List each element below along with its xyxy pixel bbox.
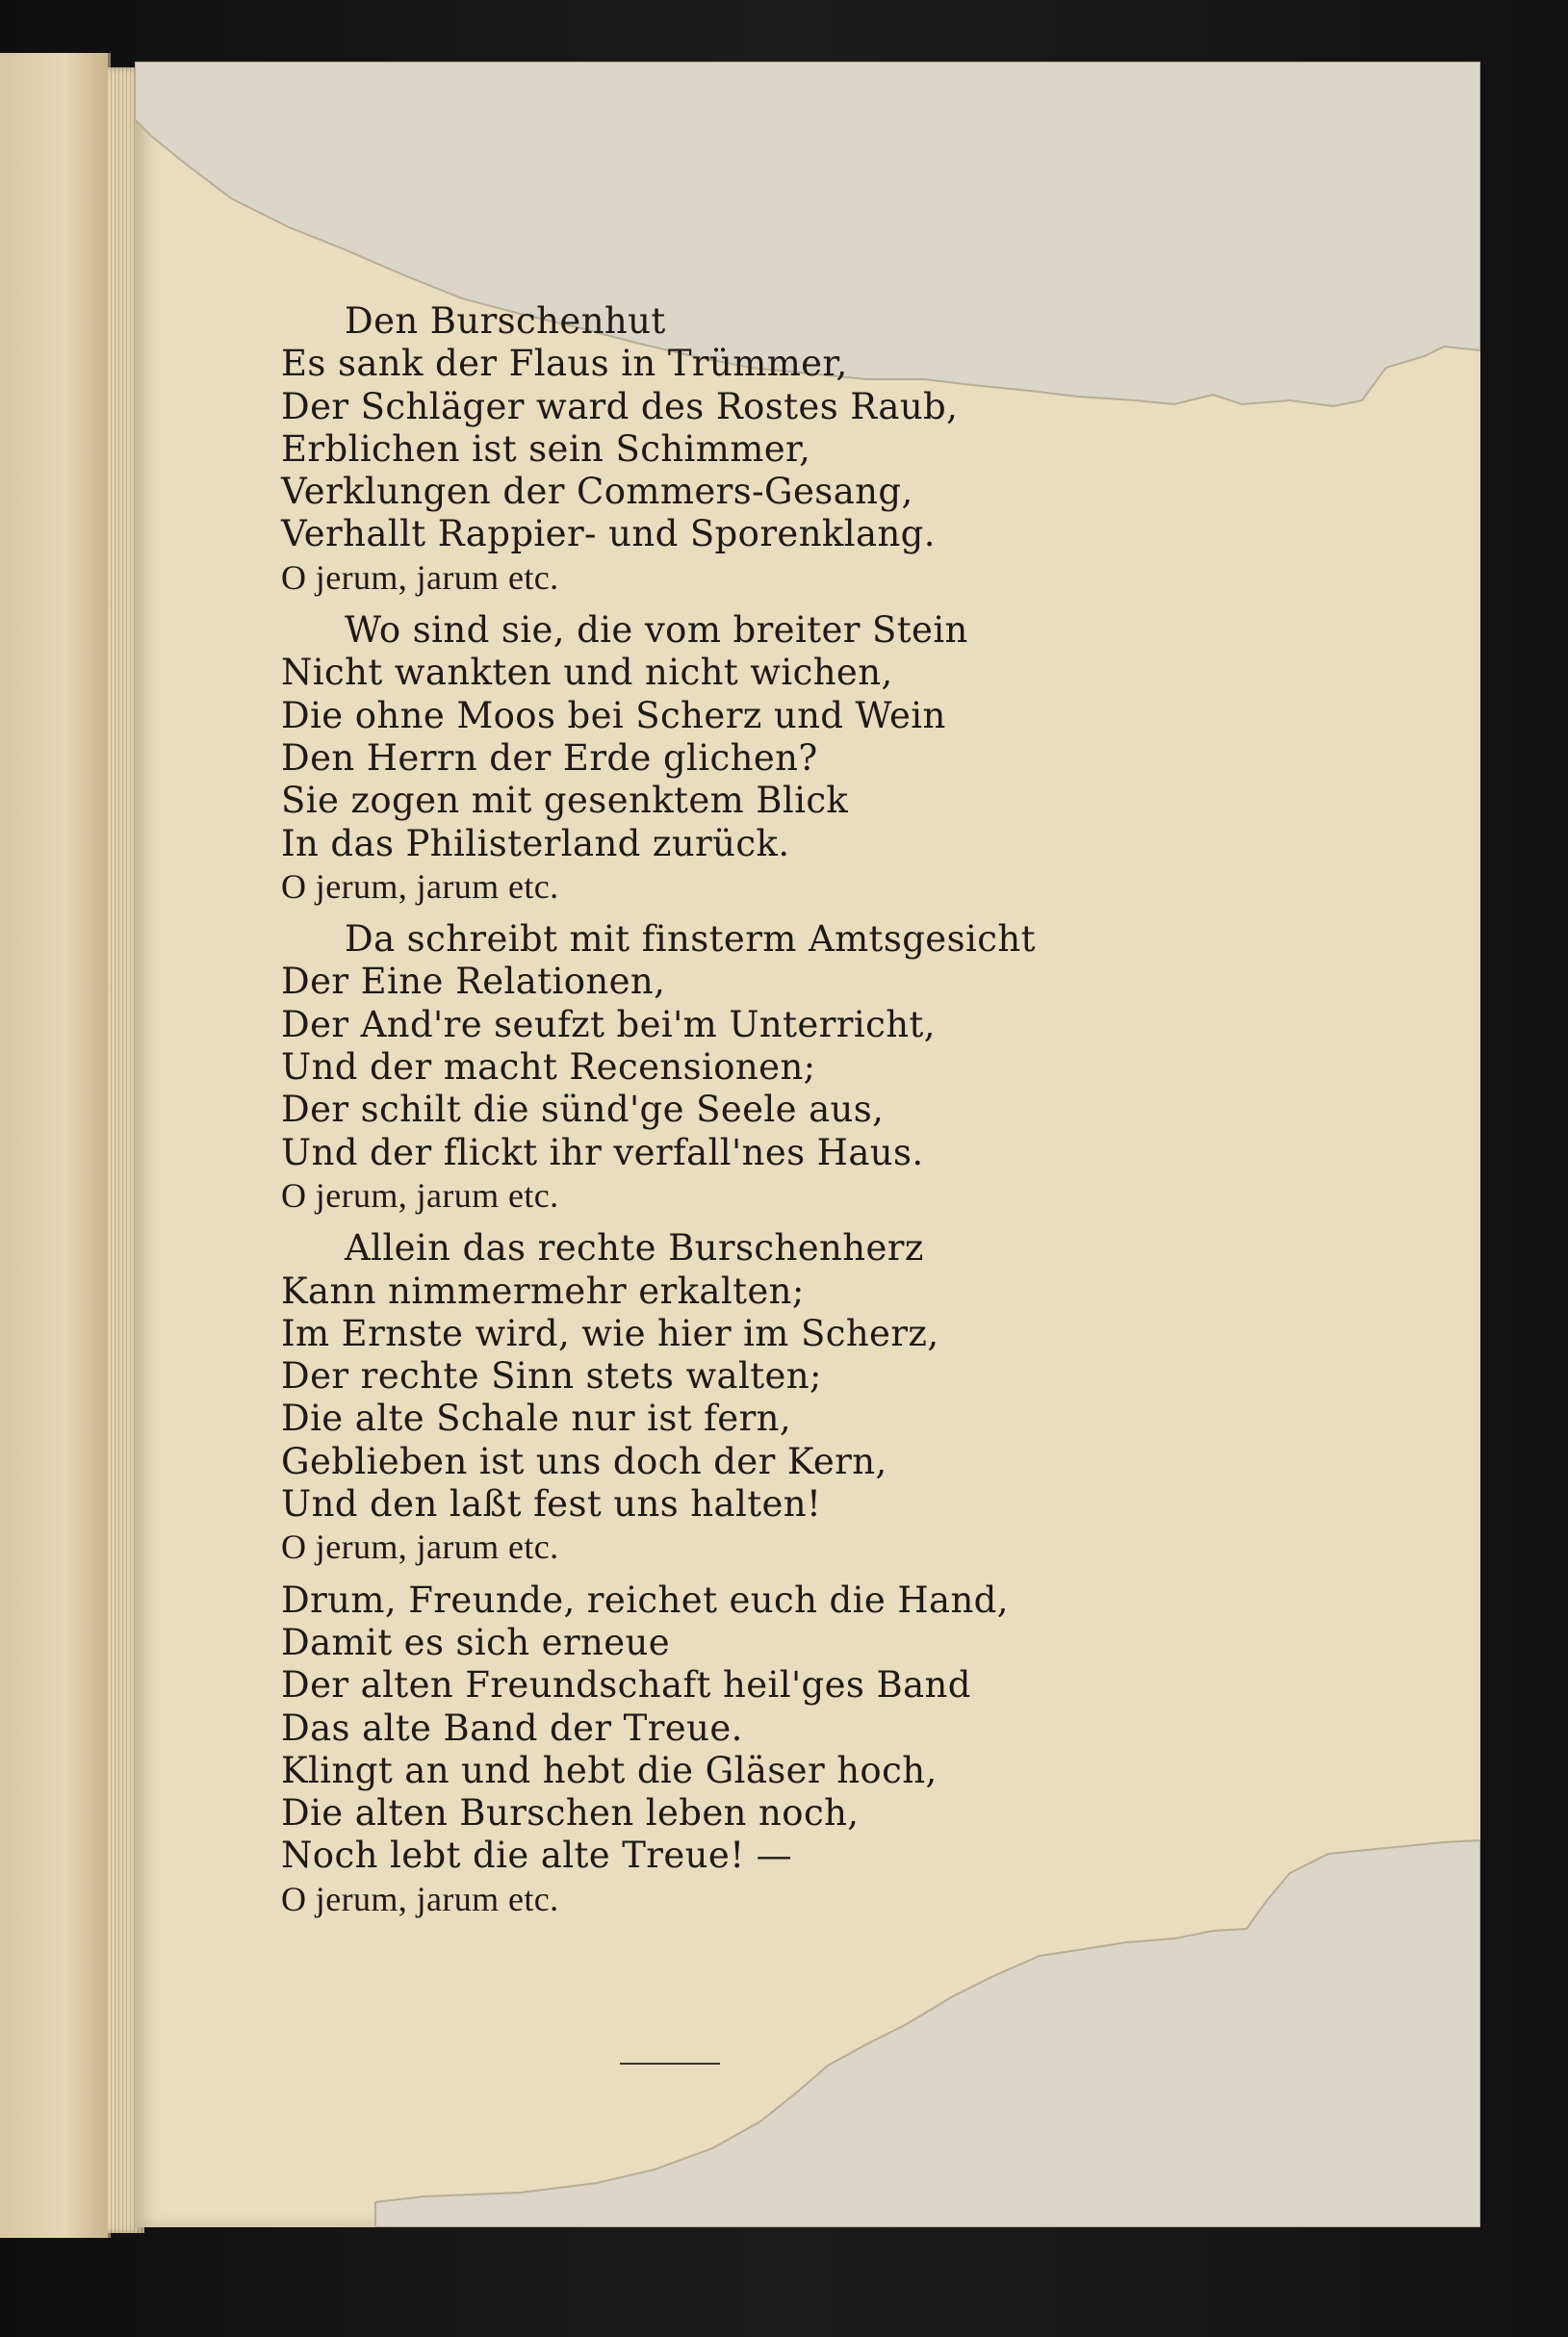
refrain-line: O jerum, jarum etc.	[281, 1879, 559, 1918]
stanza-2	[281, 609, 1147, 908]
closing-rule	[620, 2063, 720, 2065]
poem-line: Allein das rechte Burschenherz	[345, 1227, 924, 1270]
poem-line: Der And're seufzt bei'm Unterricht,	[281, 1003, 936, 1045]
poem-line: Der Schläger ward des Rostes Raub,	[281, 385, 959, 427]
poem-line: Im Ernste wird, wie hier im Scherz,	[281, 1312, 939, 1354]
poem-line: Wo sind sie, die vom breiter Stein	[345, 609, 968, 652]
poem-line: Verhallt Rappier- und Sporenklang.	[281, 513, 936, 555]
poem-line: Noch lebt die alte Treue! —	[281, 1835, 793, 1877]
stanza-3	[281, 918, 1147, 1217]
poem-line: Das alte Band der Treue.	[281, 1707, 743, 1749]
poem-line: Der alten Freundschaft heil'ges Band	[281, 1664, 971, 1707]
poem-line: Die alte Schale nur ist fern,	[281, 1398, 792, 1440]
poem-line: Erblichen ist sein Schimmer,	[281, 427, 811, 470]
stanza-1	[281, 300, 1147, 599]
poem-line: Sie zogen mit gesenktem Blick	[281, 780, 849, 822]
book-cover-edge	[0, 53, 111, 2238]
poem-line: Nicht wankten und nicht wichen,	[281, 652, 893, 694]
poem-line: Und der macht Recensionen;	[281, 1046, 816, 1089]
poem-line: Kann nimmermehr erkalten;	[281, 1270, 805, 1312]
refrain-line: O jerum, jarum etc.	[281, 1528, 559, 1567]
poem-line: Drum, Freunde, reichet euch die Hand,	[281, 1579, 1009, 1621]
poem-line: Da schreibt mit finsterm Amtsgesicht	[345, 918, 1036, 961]
poem-line: Klingt an und hebt die Gläser hoch,	[281, 1749, 938, 1791]
poem-line: Und der flickt ihr verfall'nes Haus.	[281, 1131, 924, 1173]
refrain-line: O jerum, jarum etc.	[281, 1175, 559, 1215]
poem	[281, 300, 1147, 1931]
stanza-4	[281, 1227, 1147, 1568]
poem-line: Geblieben ist uns doch der Kern,	[281, 1440, 887, 1482]
refrain-line: O jerum, jarum etc.	[281, 866, 559, 906]
poem-line: Es sank der Flaus in Trümmer,	[281, 343, 848, 385]
poem-line: Der Eine Relationen,	[281, 961, 666, 1003]
poem-line: Und den laßt fest uns halten!	[281, 1483, 822, 1526]
poem-line: Der schilt die sünd'ge Seele aus,	[281, 1089, 885, 1131]
poem-line: Verklungen der Commers-Gesang,	[281, 471, 913, 513]
poem-line: Den Burschenhut	[345, 300, 666, 342]
poem-line: Damit es sich erneue	[281, 1621, 671, 1663]
poem-line: In das Philisterland zurück.	[281, 822, 790, 864]
refrain-line: O jerum, jarum etc.	[281, 557, 559, 597]
poem-line: Der rechte Sinn stets walten;	[281, 1355, 822, 1398]
poem-line: Die ohne Moos bei Scherz und Wein	[281, 694, 946, 736]
stanza-5	[281, 1579, 1147, 1920]
poem-line: Die alten Burschen leben noch,	[281, 1792, 860, 1835]
poem-line: Den Herrn der Erde glichen?	[281, 736, 818, 779]
